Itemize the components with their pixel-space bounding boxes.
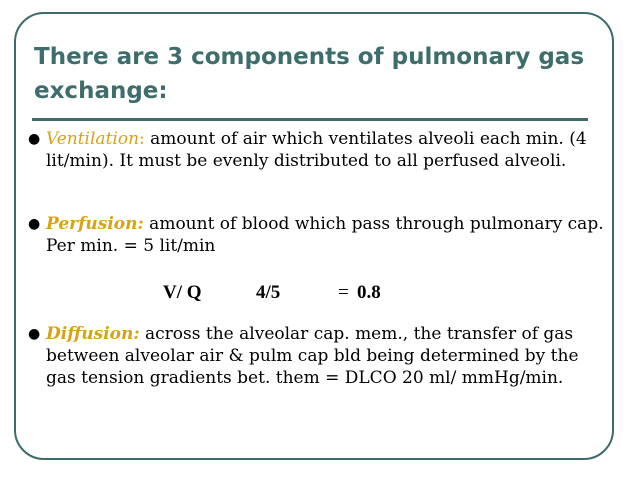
bullet-text	[46, 323, 608, 389]
bullet-diffusion	[28, 323, 608, 389]
bullet-perfusion	[28, 213, 608, 257]
bullet-icon: ●	[28, 131, 41, 147]
ventilation-description: amount of air which ventilates alveoli each min. (4 lit/min). It must be evenly distributed to all perfused alveoli.	[46, 129, 587, 171]
title-divider	[32, 118, 588, 121]
vq-label: V/ Q	[163, 282, 202, 303]
term-diffusion: Diffusion:	[46, 324, 140, 344]
perfusion-description: amount of blood which pass through pulmonary cap. Per min. = 5 lit/min	[46, 214, 604, 256]
bullet-icon: ●	[28, 216, 41, 232]
slide-title: There are 3 components of pulmonary gas exchange:	[34, 44, 585, 104]
term-colon: :	[139, 129, 145, 149]
vq-fraction: 4/5	[256, 282, 281, 303]
diffusion-description: across the alveolar cap. mem., the transfer of gas between alveolar air & pulm cap bld being determined by the gas tension gradients bet. them = DLCO 20 ml/ mmHg/min.	[46, 324, 579, 388]
vq-result: 0.8	[357, 282, 381, 303]
vq-equals: =	[338, 282, 349, 303]
term-ventilation: Ventilation	[46, 129, 140, 149]
bullet-icon: ●	[28, 326, 41, 342]
bullet-text	[46, 213, 608, 257]
term-perfusion: Perfusion:	[46, 214, 144, 234]
bullet-text	[46, 128, 608, 172]
bullet-ventilation	[28, 128, 608, 172]
